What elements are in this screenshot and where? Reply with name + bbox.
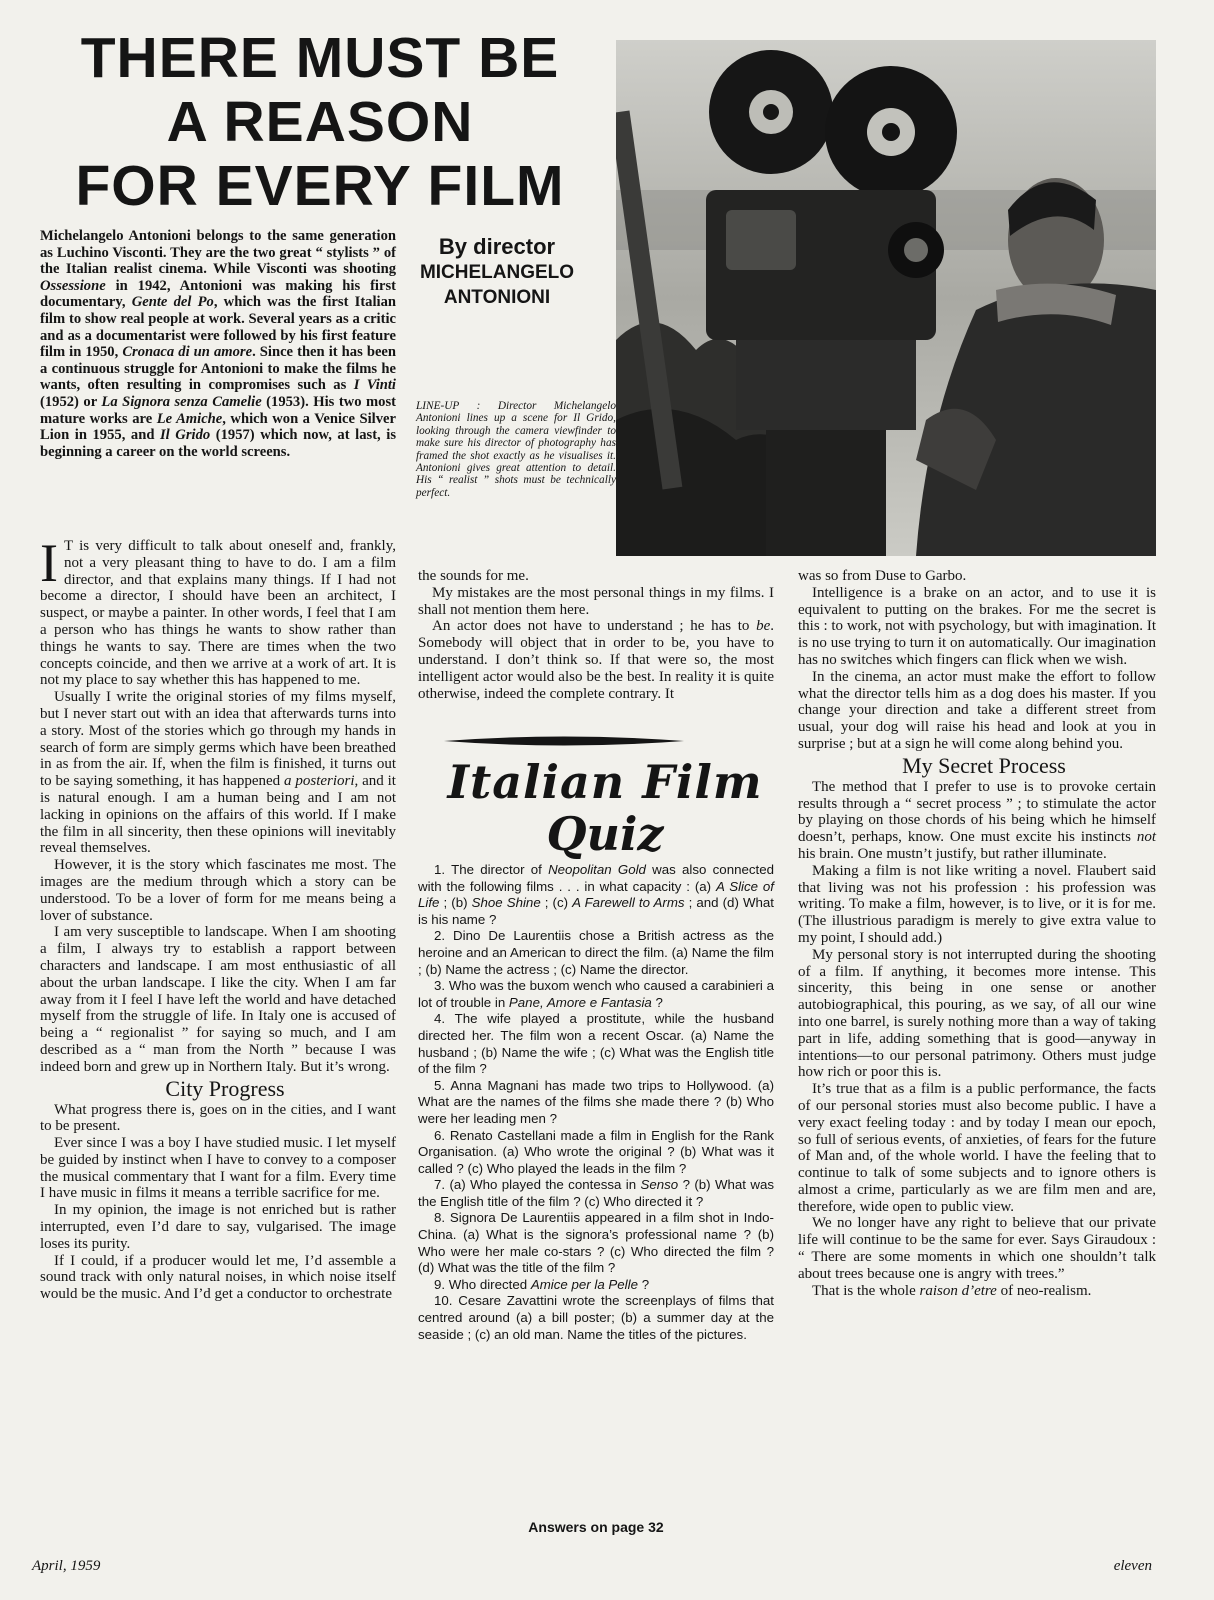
photo-caption: LINE-UP : Director Michelangelo Antonioni lines up a scene for Il Grido, looking through the camera viewfinder to make sure his director of photography has framed the shot exactly as he visualises it. Antonioni gives great attention to detail. His “ realist ” shots must be technically perfect. — [416, 400, 616, 499]
quiz-question-7: 7. (a) Who played the contessa in Senso ? (b) What was the English title of the film ? (c) Who directed it ? — [418, 1177, 775, 1209]
column3-paragraph-3: In the cinema, an actor must make the effort to follow what the director tells him as a dog does his master. If you change your direction and take a different street from usual, your dog will raise his head and look at you in surprise ; but at a sign he will come along behind you. — [798, 668, 1156, 752]
column3-paragraph-4: The method that I prefer to use is to provoke certain results through a “ secret process ” ; to stimulate the actor by playing on those chords of his being which he himself doesn’t, perhaps, know. One must excite his instincts not his brain. One mustn’t justify, but rather illuminate. — [798, 778, 1156, 862]
column3-paragraph-5: Making a film is not like writing a novel. Flaubert said that living was not his profession : his profession was writing. To make a film, however, is to live, or it is for me. (The illustrious paradigm is merely to give extra value to my point, I should add.) — [798, 862, 1156, 946]
quiz-question-4: 4. The wife played a prostitute, while the husband directed her. The film won a recent Oscar. (a) Name the husband ; (b) Name the wife ; (c) What was the English title of the film ? — [418, 1011, 774, 1077]
quiz-question-5: 5. Anna Magnani has made two trips to Hollywood. (a) What are the names of the films she made there ? (b) Who were her leading men ? — [418, 1077, 774, 1126]
quiz-title-line-1: Italian Film — [447, 755, 763, 809]
headline-line-3: FOR EVERY FILM — [75, 154, 565, 218]
column2-paragraph-2: My mistakes are the most personal things in my films. I shall not mention them here. — [418, 584, 774, 618]
column1-paragraph-3: However, it is the story which fascinates me most. The images are the medium through which a story can be understood. To be a lover of form for me means being a lover of substance. — [40, 857, 396, 924]
column3-paragraph-7: It’s true that as a film is a public performance, the facts of our personal stories must also become public. I have a very exact feeling today : and by today I mean our epoch, so full of serious events, of anxieties, of fears for the future of Man and, of the whole world. I have the feeling that to continue to talk of some subjects and to ignore others is almost a crime, particularly as we are film men and are, therefore, wide open to public view. — [798, 1081, 1156, 1215]
column2-paragraph-1: the sounds for me. — [418, 568, 529, 584]
article-column-3 — [798, 568, 1156, 1299]
decorative-rule — [444, 734, 684, 748]
quiz-title — [420, 756, 790, 860]
byline-label: By director — [438, 234, 556, 259]
drop-cap: I — [40, 533, 58, 593]
quiz-questions — [418, 862, 774, 1343]
quiz-question-2: 2. Dino De Laurentiis chose a British actress as the heroine and an American to direct the film. (a) Name the film ; (b) Name the actress ; (c) Name the director. — [418, 928, 774, 977]
quiz-question-1: 1. The director of Neopolitan Gold was also connected with the following films . . . in what capacity : (a) A Slice of Life ; (b) Shoe Shine ; (c) A Farewell to Arms ; and (d) What is his name ? — [418, 862, 775, 927]
column1-paragraph-6: Ever since I was a boy I have studied music. I let myself be guided by instinct when I have to convey to a composer the musical commentary that I want for a film. Every time I have music in films it means a terrible sacrifice for me. — [40, 1135, 396, 1202]
quiz-question-9: 9. Who directed Amice per la Pelle ? — [434, 1276, 650, 1292]
article-headline — [40, 26, 600, 218]
quiz-question-8: 8. Signora De Laurentiis appeared in a film shot in Indo-China. (a) What is the signora’s professional name ? (b) Who were her male co-stars ? (c) Who directed the film ? (d) What was the title of the film ? — [418, 1210, 774, 1276]
quiz-question-6: 6. Renato Castellani made a film in English for the Rank Organisation. (a) Who wrote the original ? (b) What was it called ? (c) Who played the leads in the film ? — [418, 1127, 774, 1176]
headline-line-1: THERE MUST BE — [80, 26, 560, 90]
column3-paragraph-9: That is the whole raison d’etre of neo-realism. — [812, 1282, 1092, 1299]
intro-paragraph: Michelangelo Antonioni belongs to the same generation as Luchino Visconti. They are the two great “ stylists ” of the Italian realist cinema. While Visconti was shooting Ossessione in 1942, Antonioni was making his first documentary, Gente del Po, which was the first Italian film to show real people at work. Several years as a critic and as a documentarist were followed by his first feature film in 1950, Cronaca di un amore. Since then it has been a continuous struggle for Antonioni to make the films he wants, often resulting in compromises such as I Vinti (1952) or La Signora senza Camelie (1953). His two most mature works are Le Amiche, which won a Venice Silver Lion in 1955, and Il Grido (1957) which now, at last, is beginning a career on the world screens. — [40, 228, 397, 460]
article-column-2 — [418, 568, 774, 702]
page-number: eleven — [1113, 1558, 1152, 1574]
column3-paragraph-2: Intelligence is a brake on an actor, and to use it is equivalent to putting on the brakes. For me the secret is this : to work, not with psychology, but with imagination. It is no use trying to turn it on automatically. Our imagination has no switches which fingers can flick when we wish. — [798, 584, 1156, 668]
column3-paragraph-6: My personal story is not interrupted during the shooting of a film. If anything, it becomes more intense. This sincerity, this being in one sense or another autobiographical, this pouring, as we say, of all our wine into one barrel, is surely nothing more than a way of taking part in life, adding something that is good—anyway in intentions—to our personal patrimony. Others must judge how rich or poor this is. — [798, 946, 1156, 1081]
issue-date: April, 1959 — [32, 1558, 101, 1574]
column1-paragraph-8: If I could, if a producer would let me, I’d assemble a sound track with only natural noises, in which noise itself would be the music. And I’d get a conductor to orchestrate — [40, 1252, 396, 1303]
quiz-question-3: 3. Who was the buxom wench who caused a carabinieri a lot of trouble in Pane, Amore e Fantasia ? — [418, 978, 774, 1010]
column3-paragraph-8: We no longer have any right to believe that our private life will continue to be the same for ever. Says Giraudoux : “ There are some moments in which one shouldn’t talk about trees because one is angry with trees.” — [798, 1215, 1156, 1282]
column2-paragraph-3: An actor does not have to understand ; he has to be. Somebody will object that in order to be, you have to understand. I don’t think so. If that were so, the most intelligent actor would also be the best. In reality it is quite otherwise, indeed the complete contrary. It — [418, 618, 774, 702]
column1-paragraph-1: I T is very difficult to talk about oneself and, frankly, not a very pleasant thing to have to do. I am a film director, and that explains many things. If I had not become a director, I should have been an architect, I suspect, or maybe a painter. In other words, I feel that I am a person who has things he wants to show rather than things he wants to say. There are times when the two concepts coincide, and then we arrive at a work of art. It is not my place to say whether this has happened to me. — [40, 533, 396, 689]
column1-paragraph-7: In my opinion, the image is not enriched but is rather interrupted, even I’d dare to say, vulgarised. The image loses its purity. — [40, 1202, 396, 1252]
director-photo — [616, 40, 1156, 556]
column1-paragraph-2: Usually I write the original stories of my films myself, but I never start out with an idea that afterwards turns into a story. Most of the stories which go through my hands in search of form are simply germs which have been breathed in as from the air. If, when the film is finished, it turns out to be saying something, it has happened a posteriori, and it is natural enough. I am a human being and I am not lacking in opinions on the affairs of this world. If I make the film in all sincerity, then these opinions will inevitably reveal themselves. — [40, 689, 396, 857]
subhead-city-progress: City Progress — [165, 1075, 285, 1101]
article-column-1 — [40, 533, 396, 1303]
quiz-title-line-2: Quiz — [546, 807, 664, 861]
headline-line-2: A REASON — [166, 90, 474, 154]
column3-paragraph-1: was so from Duse to Garbo. — [798, 568, 967, 584]
column1-paragraph-4: I am very susceptible to landscape. When I am shooting a film, I always try to establish a rapport between characters and landscape. I am most enthusiastic of all about the urban landscape. I like the city. When I am far away from it I feel I have left the world and have detached myself from the struggle of life. In Italy one is accused of being a “ regionalist ” for saying so much, and I am described as a “ man from the North ” because I was indeed born and grew up in Northern Italy. But it’s wrong. — [40, 924, 396, 1075]
answers-note: Answers on page 32 — [528, 1519, 664, 1535]
quiz-question-10: 10. Cesare Zavattini wrote the screenplays of films that centred around (a) a bill poster; (b) a summer day at the seaside ; (c) an old man. Name the titles of the pictures. — [418, 1293, 774, 1342]
byline-last-name: ANTONIONI — [443, 287, 551, 308]
film-camera-photo-icon — [616, 40, 1156, 556]
column1-paragraph-5: What progress there is, goes on in the cities, and I want to be present. — [40, 1101, 396, 1135]
byline-first-name: MICHELANGELO — [419, 262, 575, 283]
subhead-my-secret-process: My Secret Process — [902, 752, 1066, 778]
byline — [412, 234, 582, 310]
